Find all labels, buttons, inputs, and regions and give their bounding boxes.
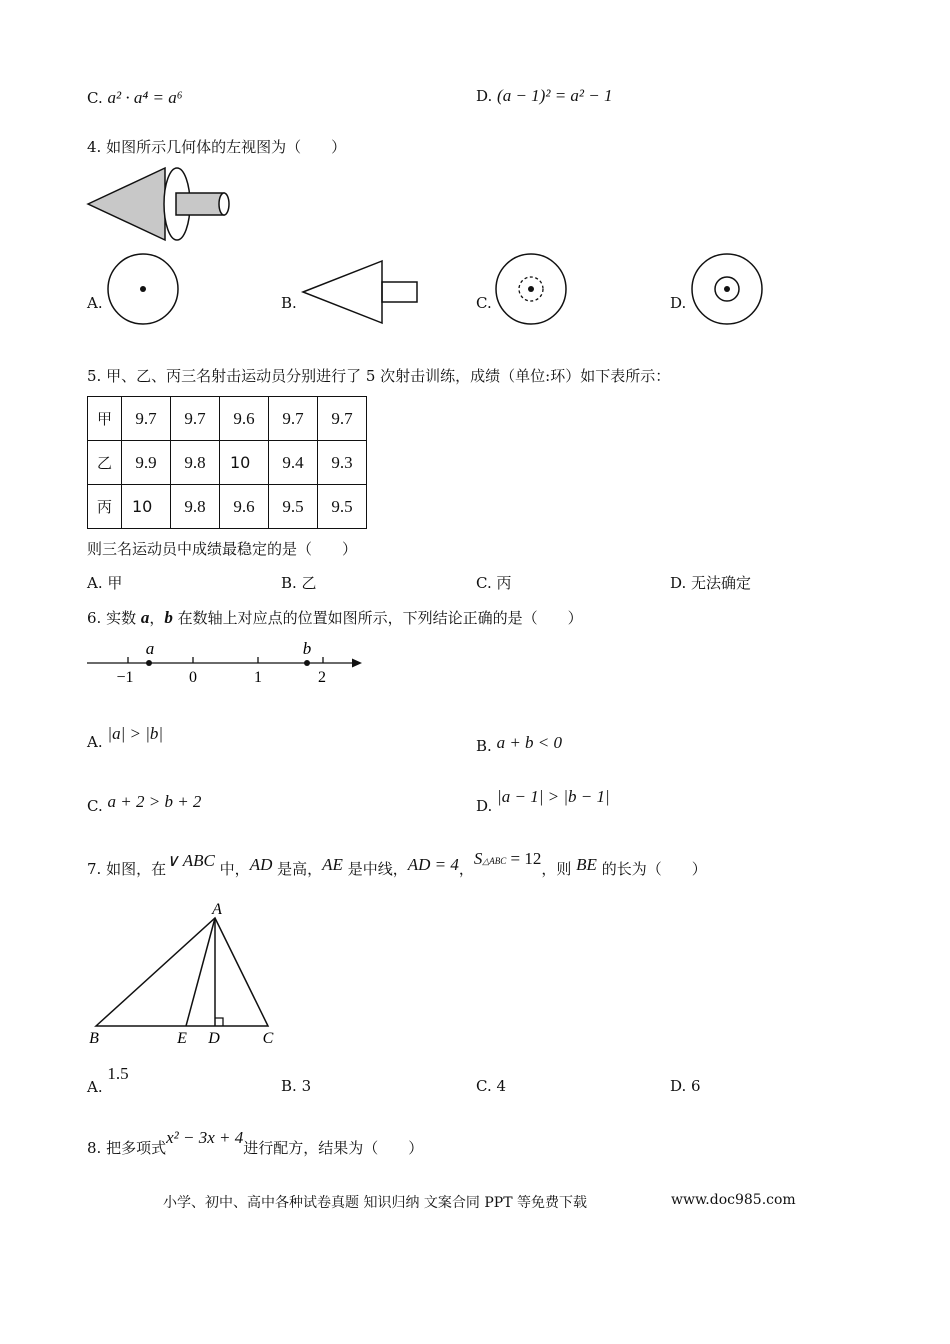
point-e-label: E bbox=[177, 1030, 187, 1047]
q7-area-sub: △ABC bbox=[482, 856, 507, 866]
q5-option-a: A. 甲 bbox=[87, 574, 123, 592]
score-cell: 9.5 bbox=[318, 485, 367, 529]
score-cell: 9.7 bbox=[269, 397, 318, 441]
q3-option-d-label: D. bbox=[476, 87, 493, 105]
q7-option-c-label: C. bbox=[476, 1077, 492, 1095]
q6-stem-suffix: 在数轴上对应点的位置如图所示，下列结论正确的是（ ） bbox=[172, 609, 583, 627]
q5-stem: 5. 甲、乙、丙三名射击运动员分别进行了 5 次射击训练，成绩（单位:环）如下表所示： bbox=[87, 367, 671, 385]
score-cell: 9.8 bbox=[171, 485, 220, 529]
score-cell: 10 bbox=[220, 441, 269, 485]
triangle-abc bbox=[96, 918, 268, 1026]
q7-option-b bbox=[281, 1077, 311, 1095]
q6-stem-prefix: 6. 实数 bbox=[87, 609, 141, 627]
score-cell: 9.3 bbox=[318, 441, 367, 485]
score-cell: 9.6 bbox=[220, 397, 269, 441]
q6-option-a-expr: |a| > |b| bbox=[107, 724, 164, 743]
q8-prefix: 8. 把多项式 bbox=[87, 1139, 167, 1157]
q4-option-c-label: C. bbox=[476, 294, 492, 312]
q8-polynomial: x² − 3x + 4 bbox=[166, 1128, 244, 1147]
score-cell: 10 bbox=[122, 485, 171, 529]
q7-option-d bbox=[670, 1077, 701, 1095]
row-name-jia: 甲 bbox=[88, 397, 122, 441]
q7-triangle: ∨ ABC bbox=[166, 851, 215, 870]
row-name-yi: 乙 bbox=[88, 441, 122, 485]
tick-label: 0 bbox=[189, 669, 197, 686]
q7-be: BE bbox=[576, 855, 597, 874]
score-cell: 9.9 bbox=[122, 441, 171, 485]
q7-option-b-value: 3 bbox=[301, 1077, 312, 1095]
median-ae bbox=[186, 918, 215, 1026]
q5-question: 则三名运动员中成绩最稳定的是（ ） bbox=[87, 540, 358, 558]
footer-text: 小学、初中、高中各种试卷真题 知识归纳 文案合同 PPT 等免费下载 bbox=[163, 1195, 587, 1211]
q6-option-b-label: B. bbox=[476, 737, 492, 755]
point-b-label: b bbox=[302, 639, 312, 658]
q7-option-a-value: 1.5 bbox=[107, 1064, 129, 1083]
row-name-bing: 丙 bbox=[88, 485, 122, 529]
q6-comma: ， bbox=[149, 609, 165, 627]
point-a-label: a bbox=[145, 639, 155, 658]
q6-option-b-expr: a + b < 0 bbox=[496, 733, 563, 752]
score-cell: 9.7 bbox=[318, 397, 367, 441]
footer-url: www.doc985.com bbox=[671, 1192, 796, 1208]
right-angle-mark bbox=[215, 1018, 223, 1026]
score-cell: 9.4 bbox=[269, 441, 318, 485]
q7-area-s: S bbox=[473, 849, 483, 868]
q5-option-d: D. 无法确定 bbox=[670, 574, 752, 592]
q7-option-a bbox=[87, 1064, 129, 1097]
q7-prefix: 7. 如图，在 bbox=[87, 860, 167, 878]
q6-option-d-label: D. bbox=[476, 797, 493, 815]
q4-option-b-label: B. bbox=[281, 294, 297, 312]
q7-text: 中， bbox=[214, 860, 250, 878]
q7-option-d-value: 6 bbox=[691, 1077, 701, 1095]
q7-option-c bbox=[476, 1077, 506, 1095]
q7-text: ，则 bbox=[541, 860, 577, 878]
q7-text: 的长为（ ） bbox=[596, 860, 707, 878]
q7-option-a-label: A. bbox=[87, 1078, 103, 1096]
score-cell: 9.7 bbox=[171, 397, 220, 441]
score-cell: 9.8 bbox=[171, 441, 220, 485]
point-d-label: D bbox=[208, 1030, 220, 1047]
tick-label: 1 bbox=[254, 669, 262, 686]
tick-label: −1 bbox=[116, 669, 134, 686]
tick-label: 2 bbox=[318, 669, 326, 686]
q6-var-b: b bbox=[164, 608, 173, 627]
q4-option-d-label: D. bbox=[670, 294, 687, 312]
vertex-b-label: B bbox=[89, 1030, 99, 1047]
q3-option-c-label: C. bbox=[87, 89, 103, 107]
q7-option-b-label: B. bbox=[281, 1077, 297, 1095]
q6-option-d-expr: |a − 1| > |b − 1| bbox=[497, 787, 610, 806]
q4-stem: 4. 如图所示几何体的左视图为（ ） bbox=[87, 138, 347, 156]
q7-ad-value: AD = 4 bbox=[407, 855, 459, 874]
q6-option-c-expr: a + 2 > b + 2 bbox=[107, 792, 202, 811]
score-cell: 9.5 bbox=[269, 485, 318, 529]
vertex-c-label: C bbox=[262, 1030, 274, 1047]
q8-stem bbox=[87, 1128, 424, 1158]
q3-option-c-expr: a² · a⁴ = a⁶ bbox=[107, 88, 183, 107]
q8-suffix: 进行配方，结果为（ ） bbox=[243, 1139, 424, 1157]
q3-option-d-expr: (a − 1)² = a² − 1 bbox=[497, 86, 613, 105]
q6-option-a-label: A. bbox=[87, 733, 103, 751]
q7-option-c-value: 4 bbox=[496, 1077, 507, 1095]
q5-option-c: C. 丙 bbox=[476, 574, 512, 592]
q7-text: 是中线， bbox=[342, 860, 408, 878]
vertex-a-label: A bbox=[212, 901, 222, 918]
q7-text: ， bbox=[458, 860, 474, 878]
q7-area-value: = 12 bbox=[506, 849, 542, 868]
q7-ae: AE bbox=[322, 855, 343, 874]
score-cell: 9.7 bbox=[122, 397, 171, 441]
q6-option-c-label: C. bbox=[87, 797, 103, 815]
q7-text: 是高， bbox=[272, 860, 323, 878]
q5-option-b: B. 乙 bbox=[281, 574, 317, 592]
q6-var-a: a bbox=[140, 608, 150, 627]
score-cell: 9.6 bbox=[220, 485, 269, 529]
q7-ad: AD bbox=[249, 855, 273, 874]
q4-option-a-label: A. bbox=[87, 294, 103, 312]
q7-option-d-label: D. bbox=[670, 1077, 687, 1095]
